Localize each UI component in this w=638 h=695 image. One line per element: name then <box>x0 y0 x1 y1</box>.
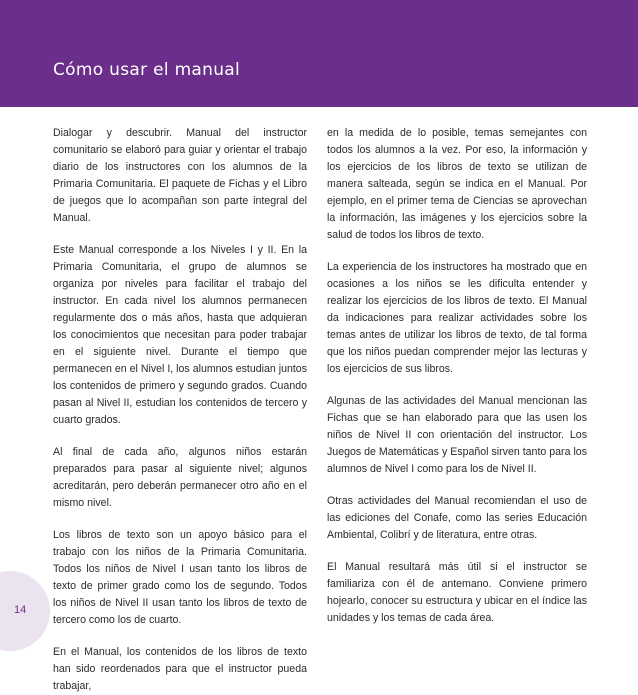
page-title: Cómo usar el manual <box>53 60 241 80</box>
paragraph: Dialogar y descubrir. Manual del instructor comunitario se elaboró para guiar y orientar el trabajo diario de los instructores con los alumnos de la Primaria Comunitaria. El paquete de Fichas y el Libro de juegos que lo acompañan son parte integral del Manual. <box>53 127 307 224</box>
right-column <box>327 125 587 627</box>
left-column <box>53 125 307 695</box>
page-number: 14 <box>14 604 27 616</box>
paragraph: El Manual resultará más útil si el instructor se familiariza con él de antemano. Conviene primero hojearlo, conocer su estructura y ubicar en el índice las unidades y los temas de cada área. <box>327 561 587 624</box>
header-banner <box>0 0 638 107</box>
paragraph: La experiencia de los instructores ha mostrado que en ocasiones a los niños se les dificulta entender y realizar los ejercicios de los libros de texto. El Manual da indicaciones para realizar actividades sobre los temas antes de utilizar los libros de texto, de tal forma que los niños puedan comprender mejor las lecturas y los ejercicios de sus libros. <box>327 261 587 375</box>
paragraph: Este Manual corresponde a los Niveles I y II. En la Primaria Comunitaria, el grupo de alumnos se organiza por niveles para facilitar el trabajo del instructor. En cada nivel los alumnos permanecen regularmente dos o más años, hasta que adquieran los conocimientos que necesitan para poder trabajar en el siguiente nivel. Durante el tiempo que permanecen en el Nivel I, los alumnos estudian juntos los contenidos de primero y segundo grados. Cuando pasan al Nivel II, estudian los contenidos de tercero y cuarto grados. <box>53 244 307 426</box>
paragraph: Algunas de las actividades del Manual mencionan las Fichas que se han elaborado para que las usen los niños de Nivel II con orientación del instructor. Los Juegos de Matemáticas y Español sirven tanto para los alumnos de Nivel I como para los de Nivel II. <box>327 395 587 475</box>
paragraph: Los libros de texto son un apoyo básico para el trabajo con los niños de la Primaria Comunitaria. Todos los niños de Nivel I usan tanto los libros de texto de primer grado como los de segundo. Todos los niños de Nivel II usan tanto los libros de texto de tercero como los de cuarto. <box>53 529 307 626</box>
paragraph: En el Manual, los contenidos de los libros de texto han sido reordenados para que el instructor pueda trabajar, <box>53 646 307 692</box>
paragraph: Al final de cada año, algunos niños estarán preparados para pasar al siguiente nivel; algunos acreditarán, pero deberán permanecer otro año en el mismo nivel. <box>53 446 307 509</box>
paragraph: en la medida de lo posible, temas semejantes con todos los alumnos a la vez. Por eso, la información y los ejercicios de los libros de texto se utilizan de manera salteada, según se indica en el Manual. Por ejemplo, en el primer tema de Ciencias se aprovechan la información, las imágenes y los ejercicios sobre la salud de todos los libros de texto. <box>327 127 587 241</box>
paragraph: Otras actividades del Manual recomiendan el uso de las ediciones del Conafe, como las series Educación Ambiental, Colibrí y de literatura, entre otras. <box>327 495 587 541</box>
